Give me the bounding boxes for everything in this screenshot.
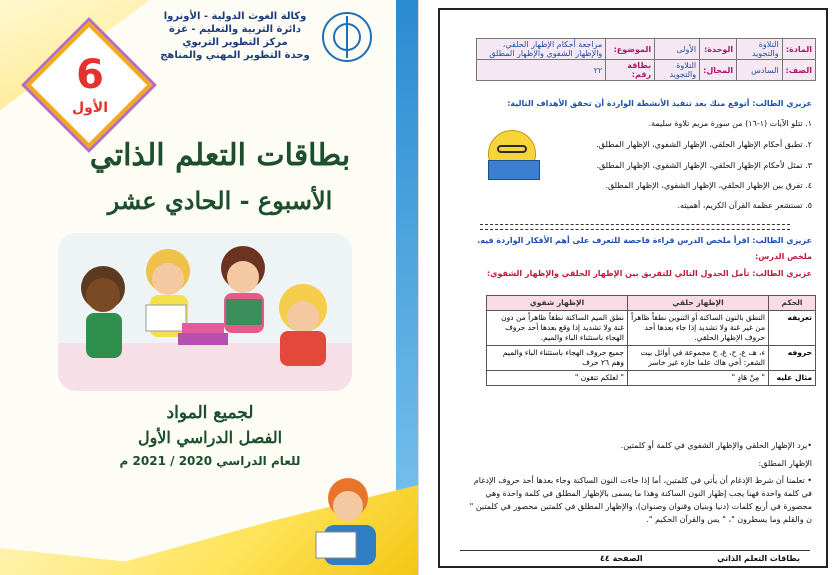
- all-subjects-label: لجميع المواد: [166, 403, 254, 423]
- footer-page-number: ٤٤: [600, 554, 610, 563]
- unit-value: الأولى: [655, 39, 700, 60]
- header-row: [477, 60, 816, 81]
- field-label: المجال:: [700, 60, 737, 81]
- shafawi-cell: نطق الميم الساكنة نطقاً ظاهراً من دون غنة ولا تشديد إذا وقع بعدها أحد حروف الهجاء باستثناء الباء والميم.: [487, 311, 628, 346]
- org-line: وحدة التطوير المهني والمناهج: [160, 50, 310, 61]
- table-row: [487, 371, 816, 386]
- column-header: الإظهار حلقي: [628, 296, 769, 311]
- un-emblem-icon: [322, 12, 372, 62]
- column-header: الحكم: [769, 296, 816, 311]
- instruction-read-text: عزيزي الطالب: اقرأ ملخص الدرس قراءة فاحصة للتعرف على أهم الأفكار الواردة فيه.: [477, 236, 812, 245]
- objective-item: ٥. تستشعر عظمة القرآن الكريم، أهميته.: [677, 201, 812, 210]
- table-row: [487, 311, 816, 346]
- halqi-cell: ء، هـ، ع، ح، غ، خ مجموعة في أوائل بيت الشعر: أخي هاك علما حازه غير خاسر: [628, 346, 769, 371]
- footer-page-label: الصفحة: [612, 554, 643, 563]
- unit-label: الوحدة:: [700, 39, 737, 60]
- card-value: ٢٢: [477, 60, 606, 81]
- child-reading-icon: [286, 470, 406, 575]
- objective-item: ١. تتلو الآيات (١-١٦) من سورة مريم تلاوة سليمة.: [648, 119, 812, 128]
- children-illustration-icon: [58, 233, 352, 391]
- header-row: [477, 39, 816, 60]
- halqi-cell: النطق بالنون الساكنة أو التنوين نطقاً ظاهراً من غير غنة ولا تشديد إذا جاء بعدها أحد حروف الإظهار الحلقي.: [628, 311, 769, 346]
- shafawi-cell: جميع حروف الهجاء باستثناء الباء والميم وهم ٢٦ حرف: [487, 346, 628, 371]
- row-label: تعريفه: [769, 311, 816, 346]
- summary-title: ملخص الدرس:: [755, 252, 812, 261]
- topic-label: الموضوع:: [606, 39, 655, 60]
- column-header: الإظهار شفوي: [487, 296, 628, 311]
- instruction-read: [462, 235, 812, 246]
- table-row: [487, 346, 816, 371]
- objective-item: ٣. تمثل لأحكام الإظهار الحلقي، الإظهار الشفوي، الإظهار المطلق.: [596, 161, 812, 170]
- shafawi-cell: " لعلكم تتقون ": [487, 371, 628, 386]
- class-label: الصف:: [782, 60, 815, 81]
- objective-item: ٢. تطبق أحكام الإظهار الحلقي، الإظهار الشفوي، الإظهار المطلق.: [596, 140, 812, 149]
- mutlaq-paragraph: • تعلمنا أن شرط الإدغام أن يأتي في كلمتين، أما إذا جاءت النون الساكنة وجاء بعدها أحد حروف الإدغام في كلمة واحدة فهنا يجب إظهار النون الساكنة وهذا ما يسمى بالإظهار المطلق في كلمة واحدة وهي محصورة في أربع كلمات (دنيا وبنيان وقنوان وصنوان)، والإظهار المطلق في كلمتين محصور في كلمتين " ن والقلم وما يسطرون "، " يس والقرآن الحكيم ".: [469, 476, 812, 524]
- cover-title: بطاقات التعلم الذاتي: [89, 138, 351, 173]
- instruction-table-text: عزيزي الطالب: تأمل الجدول التالي للتفريق بين الإظهار الحلقي والإظهار الشفوي:: [486, 269, 812, 278]
- card-label: بطاقة رقم:: [606, 60, 655, 81]
- org-line: مركز التطوير التربوي: [182, 37, 288, 48]
- footer-page: [600, 554, 643, 563]
- cover-subtitle: الأسبوع - الحادي عشر: [107, 186, 333, 215]
- summary-heading: [462, 251, 812, 262]
- row-label: حروفه: [769, 346, 816, 371]
- academic-year: للعام الدراسي 2020 / 2021 م: [119, 454, 301, 468]
- org-line: دائرة التربية والتعليم - غزة: [169, 24, 301, 35]
- lesson-card-page: [438, 8, 828, 568]
- grade-number: 6: [76, 52, 104, 98]
- intro-text: [462, 98, 812, 109]
- objective-item: ٤. تفرق بين الإظهار الحلقي، الإظهار الشفوي، الإظهار المطلق.: [605, 181, 812, 190]
- intro-line: عزيزي الطالب: أتوقع منك بعد تنفيذ الأنشطة الواردة أن تحقق الأهداف التالية:: [507, 99, 812, 108]
- field-value: التلاوة والتجويد: [655, 60, 700, 81]
- note-line: •يرد الإظهار الحلقي والإظهار الشفوي في كلمة أو كلمتين.: [620, 441, 812, 450]
- mutlaq-heading: الإظهار المطلق:: [758, 459, 812, 468]
- table-header-row: [487, 296, 816, 311]
- topic-value: مراجعة أحكام الإظهار الحلقي، والإظهار الشفوي والإظهار المطلق: [477, 39, 606, 60]
- children-reading-illustration: [58, 233, 352, 391]
- grade-word: الأول: [71, 100, 109, 116]
- page-footer: [460, 550, 810, 563]
- row-label: مثال عليه: [769, 371, 816, 386]
- subject-label: المادة:: [782, 39, 815, 60]
- organization-lines: [150, 10, 320, 62]
- section-divider: [480, 224, 790, 230]
- halqi-cell: " مِنْ هَادٍ ": [628, 371, 769, 386]
- subject-value: التلاوة والتجويد: [737, 39, 782, 60]
- footer-title: بطاقات التعلم الذاتي: [717, 554, 800, 563]
- class-value: السادس: [737, 60, 782, 81]
- instruction-table: [462, 268, 812, 279]
- lesson-header-table: [476, 38, 816, 81]
- org-line: وكالة الغوث الدولية - الأونروا: [163, 11, 307, 22]
- izhar-comparison-table: [486, 295, 816, 386]
- semester-label: الفصل الدراسي الأول: [137, 428, 283, 447]
